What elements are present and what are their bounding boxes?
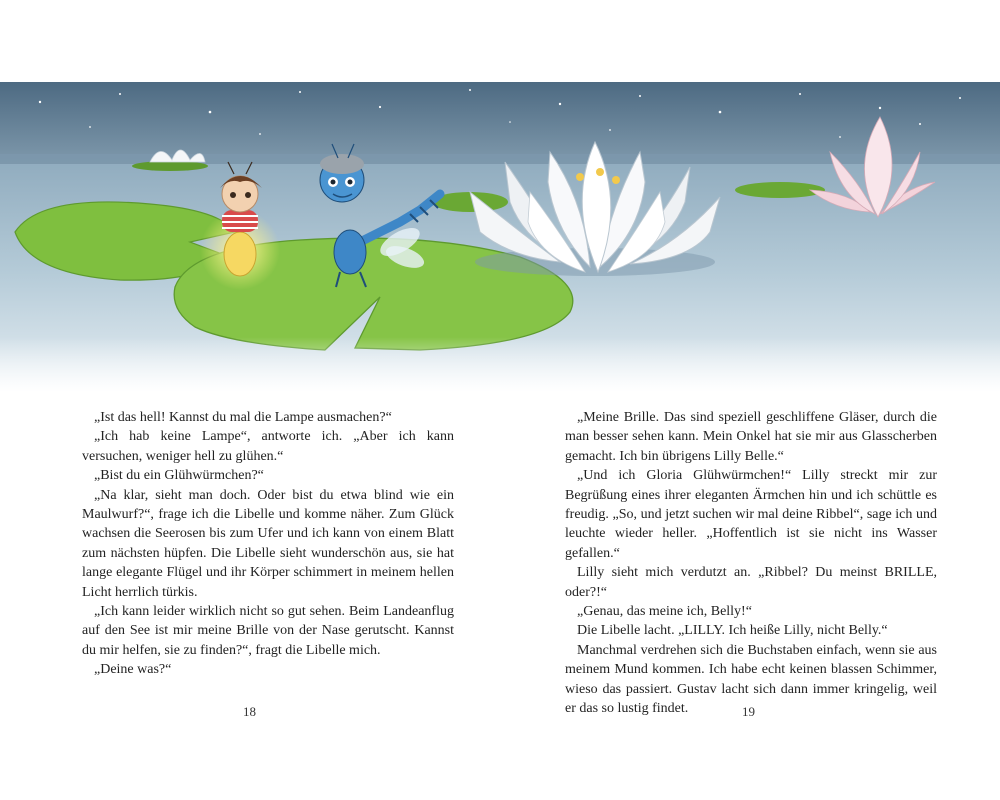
paragraph: Lilly sieht mich verdutzt an. „Ribbel? Du meinst BRILLE, oder?!“ bbox=[565, 565, 937, 600]
page-number-right: 19 bbox=[742, 704, 755, 719]
paragraph: „Und ich Gloria Glühwürmchen!“ Lilly streckt mir zur Begrüßung eines ihrer eleganten Ärmchen hin und ich schüttle es freudig. „So, und jetzt suchen wir mal deine Ribbel“, sage ich und leuchte wieder heller. „Hoffentlich ist sie nicht ins Wasser gefallen.“ bbox=[565, 468, 937, 561]
right-page-text bbox=[565, 408, 937, 719]
page-number-left: 18 bbox=[243, 704, 256, 719]
paragraph: „Bist du ein Glühwürmchen?“ bbox=[94, 468, 264, 484]
paragraph: „Ich kann leider wirklich nicht so gut sehen. Beim Landeanflug auf den See ist mir meine Brille von der Nase gerutscht. Kannst du mir helfen, sie zu finden?“, fragt die Libelle mich. bbox=[82, 604, 454, 658]
paragraph: „Ist das hell! Kannst du mal die Lampe ausmachen?“ bbox=[94, 410, 392, 425]
far-lily-pad bbox=[132, 161, 208, 171]
paragraph: „Meine Brille. Das sind speziell geschliffene Gläser, durch die man besser sehen kann. Mein Onkel hat sie mir aus Glasscherben gemacht. Ich bin übrigens Lilly Belle.“ bbox=[565, 410, 937, 464]
paragraph: Die Libelle lacht. „LILLY. Ich heiße Lilly, nicht Belly.“ bbox=[577, 623, 888, 639]
paragraph: „Genau, das meine ich, Belly!“ bbox=[577, 604, 752, 620]
paragraph: „Ich hab keine Lampe“, antworte ich. „Aber ich kann versuchen, weniger hell zu glühen.“ bbox=[82, 429, 454, 464]
night-sky bbox=[0, 82, 1000, 162]
left-page-text bbox=[82, 408, 454, 680]
lily-pond-illustration bbox=[0, 82, 1000, 392]
paragraph: „Deine was?“ bbox=[94, 662, 172, 678]
illustration-canvas bbox=[0, 82, 1000, 392]
paragraph: „Na klar, sieht man doch. Oder bist du etwa blind wie ein Maulwurf?“, frage ich die Libelle und komme näher. Zum Glück wachsen die Seerosen bis zum Ufer und ich kann von einem Blatt zum nächsten hüpfen. Die Libelle sieht wunderschön aus, sie hat lange elegante Flügel und ihr Körper schimmert in meinem hellen Licht herrlich türkis. bbox=[82, 487, 454, 600]
paragraph: Manchmal verdrehen sich die Buchstaben einfach, wenn sie aus meinem Mund kommen. Ich habe echt keinen blassen Schimmer, wieso das passiert. Gustav lacht sich dann immer kringelig, weil er das so lustig findet. bbox=[565, 642, 937, 717]
